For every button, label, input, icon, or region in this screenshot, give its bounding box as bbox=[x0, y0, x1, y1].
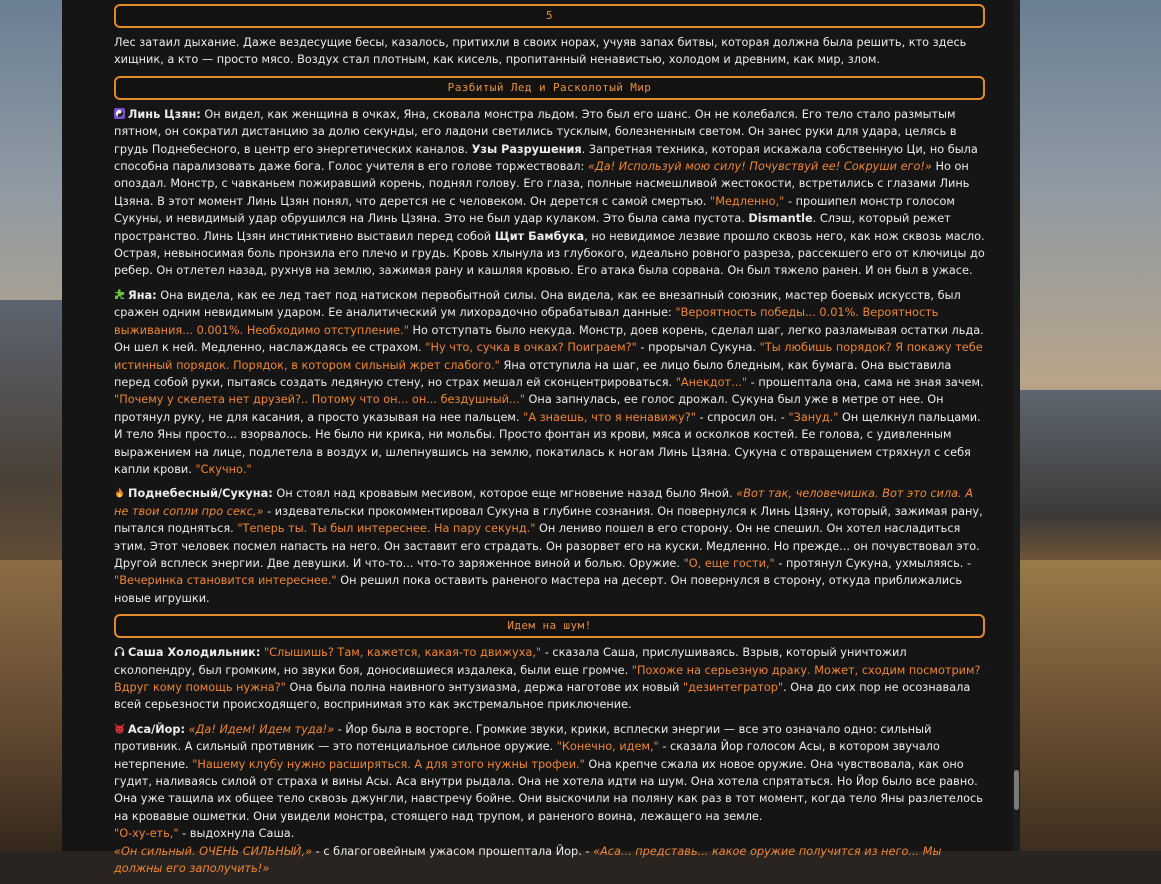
quote-text: "дезинтегратор" bbox=[682, 681, 784, 694]
story-text: Он стоял над кровавым месивом, которое еще мгновение назад было Яной. bbox=[272, 487, 737, 501]
story-text: Он видел, как женщина в очках, Яна, сковала монстра льдом. Это был его шанс. Он не колебался. Его тело стало размытым пятном, он сократил дистанцию за долю секунды, его ладони светились тусклым, болезненным светом. Он занес руки для удара, целясь в грудь Поднебесного, в центр его энергетических каналов. bbox=[114, 107, 957, 156]
story-text: Он щелкнул пальцами. И тело Яны просто... взорвалось. Не было ни крика, ни мольбы. Просто фонтан из крови, мяса и осколков костей. Ее голова, с удивленным выражением на лице, подлетела в воздух и, шлепнувшись на землю, покатилась к ногам Линь Цзяна. Сукуна с отвращением стряхнул с себя капли крови. bbox=[114, 410, 981, 476]
devil-icon bbox=[114, 723, 125, 734]
story-text: . Она до сих пор не осознавала всей серьезности происходящего, воспринимая это как экстремальное приключение. bbox=[114, 681, 971, 712]
chapter-header bbox=[114, 4, 985, 28]
quote-text: "Ты любишь порядок? Я покажу тебе истинный порядок. Порядок, в котором сильный жрет слабого." bbox=[114, 341, 983, 372]
speaker-name: Линь Цзян: bbox=[128, 107, 201, 121]
quote-text: «Вот так, человечишка. Вот это сила. А не твои сопли про секс,» bbox=[114, 487, 973, 518]
quote-text: «Он сильный. ОЧЕНЬ СИЛЬНЫЙ,» bbox=[114, 844, 313, 858]
quote-text: «Да! Идем! Идем туда!» bbox=[188, 722, 335, 736]
story-text: - сказала Йор голосом Асы, в котором звучало нетерпение. bbox=[114, 740, 940, 771]
quote-text: «Аса... представь... какое оружие получится из него... Мы должны его заполучить!» bbox=[114, 844, 942, 876]
story-text: Он лениво пошел в его сторону. Он не спешил. Он хотел насладиться этим. Этот человек посмел напасть на него. Он заставит его страдать. Он разорвет его на куски. Медленно. Но прежде... он почувствовал это. Другой всплеск энергии. Две девушки. И что-то... что-то заряженное виной и болью. Оружие. bbox=[114, 522, 980, 570]
story-text: Но он опоздал. Монстр, с чавканьем пожиравший корень, поднял голову. Его глаза, полные насмешливой жестокости, встретились с глазами Линь Цзяна. В этот момент Линь Цзян понял, что дерется не с человеком. Он дерется с самой смертью. bbox=[114, 160, 970, 208]
story-text: Она запнулась, ее голос дрожал. Сукуна был уже в метре от нее. Он протянул руку, не для касания, а просто указывая на нее пальцем. bbox=[114, 393, 944, 424]
scrollbar[interactable] bbox=[1013, 0, 1020, 851]
quote-text: «Да! Используй мою силу! Почувствуй ее! Сокруши его!» bbox=[587, 160, 932, 174]
speaker-name: Аса/Йор: bbox=[128, 722, 186, 736]
yin-yang-icon bbox=[114, 108, 125, 119]
speaker-name: Поднебесный/Сукуна: bbox=[128, 487, 273, 501]
background-mountain-right bbox=[1020, 390, 1161, 570]
story-text: Он решил пока оставить раненого мастера на десерт. Он повернулся в сторону, откуда приближались новые игрушки. bbox=[114, 574, 962, 605]
background-ground-right bbox=[1020, 560, 1161, 851]
story-text: - спросил он. - bbox=[695, 410, 789, 424]
quote-text: "Теперь ты. Ты был интереснее. На пару секунд." bbox=[237, 522, 536, 536]
quote-text: "Конечно, идем," bbox=[556, 740, 659, 754]
lin-paragraph bbox=[114, 106, 985, 280]
technique-name: Dismantle bbox=[748, 212, 813, 226]
puzzle-icon bbox=[114, 289, 125, 300]
story-text: - прорычал Сукуна. bbox=[636, 341, 760, 355]
story-text: . Запретная техника, которая искажала собственную Ци, но была способна парализовать даже бога. Голос учителя в его голове торжествовал: bbox=[114, 142, 978, 174]
yana-paragraph bbox=[114, 287, 985, 478]
story-content bbox=[114, 0, 985, 884]
section-header bbox=[114, 76, 985, 100]
story-text: Но отступать было некуда. Монстр, доев корень, сделал шаг, легко разламывая остатки льда. Он шел к ней. Медленно, наслаждаясь ее страхом. bbox=[114, 323, 984, 355]
quote-text: "А знаешь, что я ненавижу?" bbox=[523, 410, 696, 424]
speaker-name: Яна: bbox=[128, 288, 157, 302]
story-text: - сказала Саша, прислушиваясь. Взрыв, который уничтожил сколопендру, был громким, но звуки боя, доносившиеся издалека, были еще громче. bbox=[114, 646, 907, 677]
story-text: - с благоговейным ужасом прошептала Йор. - bbox=[312, 844, 594, 858]
story-text: Она была полна наивного энтузиазма, держа наготове их новый bbox=[285, 681, 683, 694]
story-text: Она крепче сжала их новое оружие. Она чувствовала, как оно гудит, наливаясь силой от страха и вины Асы. Аса внутри рыдала. Она не хотела идти на шум. Она хотела спрятаться. Но Йор было все равно. Она уже тащила их общее тело сквозь джунгли, навстречу бойне. Они выскочили на поляну как раз в тот момент, когда тело Яны разлетелось на кровавые ошметки. Они увидели монстра, стоящего над трупом, и раненого воина, лежащего на земле. bbox=[114, 757, 983, 823]
quote-text: "Почему у скелета нет друзей?.. Потому что он... он... бездушный..." bbox=[114, 393, 525, 407]
speaker-name: Саша Холодильник: bbox=[128, 646, 261, 660]
quote-text: "Зануд." bbox=[788, 410, 839, 424]
quote-text: "Медленно," bbox=[710, 194, 785, 208]
story-text: - Йор была в восторге. Громкие звуки, крики, всплески энергии — все это означало одно: сильный противник. А сильный противник — это потенциальное сильное оружие. bbox=[114, 722, 932, 754]
story-text: - прошептала она, сама не зная зачем. bbox=[747, 375, 984, 389]
scrollbar-thumb[interactable] bbox=[1014, 770, 1019, 810]
story-text: - протянул Сукуна, ухмыляясь. - bbox=[774, 556, 972, 570]
section-header bbox=[114, 614, 985, 638]
background-ground-left bbox=[0, 560, 62, 851]
headphones-icon bbox=[114, 646, 125, 657]
story-panel bbox=[62, 0, 1020, 876]
quote-text: "Нашему клубу нужно расширяться. А для этого нужны трофеи." bbox=[192, 757, 585, 771]
quote-text: "Похоже на серьезную драку. Может, сходим посмотрим? Вдруг кому помощь нужна?" bbox=[114, 663, 981, 694]
quote-text: "Скучно." bbox=[195, 462, 252, 476]
section-header-text: Разбитый Лед и Расколотый Мир bbox=[447, 81, 652, 95]
story-text: . Слэш, который режет пространство. Линь Цзян инстинктивно выставил перед собой bbox=[114, 212, 951, 243]
story-text: Она видела, как ее лед тает под натиском первобытной силы. Она видела, как ее внезапный союзник, мастер боевых искусств, был сражен одним невидимым ударом. Ее аналитический ум лихорадочно обрабатывал данные: bbox=[114, 288, 961, 320]
narration-text: Лес затаил дыхание. Даже вездесущие бесы, казалось, притихли в своих норах, учуяв запах битвы, которая должна была решить, кто здесь хищник, а кто — просто мясо. Воздух стал плотным, как кисель, пропитанный ненавистью, холодом и древним, как мир, злом. bbox=[114, 36, 967, 67]
quote-text: "О, еще гости," bbox=[683, 556, 775, 570]
background-mountain-left bbox=[0, 300, 62, 600]
story-text: , но невидимое лезвие прошло сквозь него, как нож сквозь масло. Острая, невыносимая боль пронзила его плечо и грудь. Кровь хлынула из глубокого, идеально ровного разреза, рассекшего его от ключицы до ребер. Он отлетел назад, рухнув на землю, зажимая рану и кашляя кровью. Его атака была сорвана. Он был тяжело ранен. И он был в ужасе. bbox=[114, 229, 985, 278]
technique-name: Щит Бамбука bbox=[494, 229, 585, 243]
section-header-text: Идем на шум! bbox=[507, 619, 592, 633]
quote-text: "О-ху-еть," bbox=[114, 827, 179, 841]
quote-text: "Вероятность победы... 0.01%. Вероятность выживания... 0.001%. Необходимо отступление." bbox=[114, 306, 939, 337]
story-text: - прошипел монстр голосом Сукуны, и невидимый удар обрушился на Линь Цзяна. Это не был удар кулаком. Это была сама пустота. bbox=[114, 194, 955, 226]
narration-paragraph bbox=[114, 34, 985, 69]
quote-text: "Ну что, сучка в очках? Поиграем?" bbox=[425, 341, 637, 355]
story-text: - выдохнула Саша. bbox=[178, 827, 295, 841]
fire-icon bbox=[114, 487, 125, 498]
sasha-paragraph bbox=[114, 644, 985, 714]
story-text: - издевательски прокомментировал Сукуна в глубине сознания. Он повернулся к Линь Цзяну, который, зажимая рану, пытался подняться. bbox=[114, 504, 983, 536]
sukuna-paragraph bbox=[114, 485, 985, 607]
quote-text: "Вечеринка становится интереснее." bbox=[114, 574, 337, 588]
quote-text: "Анекдот..." bbox=[675, 375, 748, 389]
chapter-header-text: 5 bbox=[545, 9, 554, 23]
quote-text: "Слышишь? Там, кажется, какая-то движуха," bbox=[263, 646, 542, 660]
story-text: Яна отступила на шаг, ее лицо было бледным, как бумага. Она выставила перед собой руки, пытаясь создать ледяную стену, но страх мешал ей сконцентрироваться. bbox=[114, 358, 952, 389]
technique-name: Узы Разрушения bbox=[471, 142, 582, 156]
asa-paragraph bbox=[114, 721, 985, 878]
